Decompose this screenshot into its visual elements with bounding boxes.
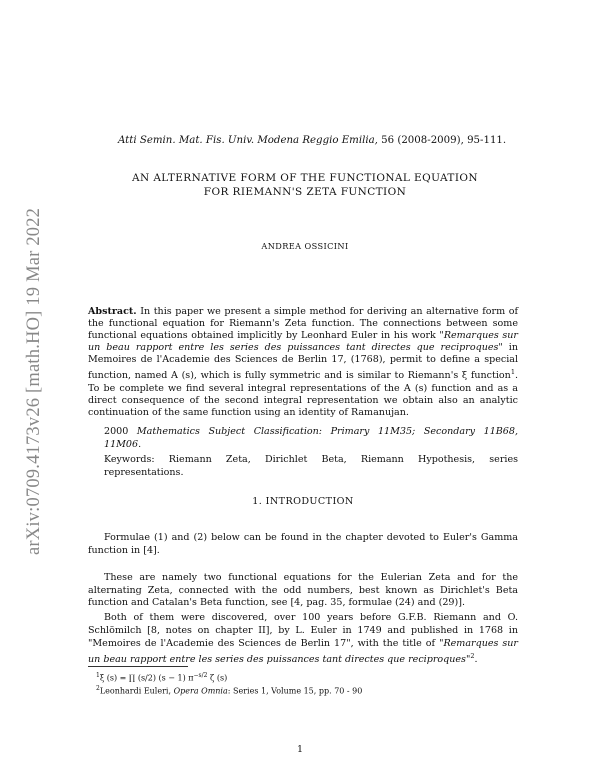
msc-classification (104, 426, 518, 451)
paragraph-3-title: "Remarques sur un beau rapport entre les series des puissances tant directes que reciproques" (88, 637, 518, 666)
abstract-text-c: . To be complete we find several integral representations of the A (s) function and as a direct consequence of the second integral representation we obtain also an analytic continuation of the same function using an identity of Ramanujan. (88, 370, 518, 418)
footnote-rule (88, 666, 188, 667)
abstract-text-a: In this paper we present a simple method for deriving an alternative form of the functional equation for Riemann's Zeta function. The connections between some functional equations obtained implicitly by Leonhard Euler in his work (88, 306, 518, 342)
footnote-2-text-a: Leonhardi Euleri, (99, 686, 174, 696)
paragraph-3-end: . (474, 654, 478, 666)
journal-details: 56 (2008-2009), 95-111. (377, 135, 507, 146)
paper-title (90, 171, 520, 199)
footnote-ref-2[interactable]: 2 (470, 652, 475, 661)
paragraph-1: Formulae (1) and (2) below can be found in the chapter devoted to Euler's Gamma function in [4]. (88, 532, 518, 556)
footnote-ref-1[interactable]: 1 (510, 368, 515, 377)
abstract-euler-work: "Remarques sur un beau rapport entre les series des puissances tant directes que reciproques" (88, 330, 518, 354)
footnote-2-text-b: : Series 1, Volume 15, pp. 70 - 90 (227, 686, 363, 696)
footnote-2-mark: 2 (96, 685, 100, 692)
footnote-2 (96, 684, 362, 697)
journal-reference (118, 135, 528, 146)
title-line-2: FOR RIEMANN'S ZETA FUNCTION (203, 186, 407, 198)
abstract (88, 306, 518, 419)
section-heading: 1. INTRODUCTION (252, 496, 354, 507)
msc-year: 2000 (104, 426, 137, 437)
footnote-1-mark: 1 (96, 672, 100, 679)
page-number: 1 (296, 744, 304, 755)
paragraph-3 (88, 612, 518, 667)
journal-name: Atti Semin. Mat. Fis. Univ. Modena Reggio Emilia, (118, 135, 378, 146)
arxiv-identifier[interactable]: arXiv:0709.4173v26 [math.HO] 19 Mar 2022 (24, 207, 44, 555)
keywords: Keywords: Riemann Zeta, Dirichlet Beta, Riemann Hypothesis, series representations. (104, 454, 518, 478)
paragraph-3-text: Both of them were discovered, over 100 years before G.F.B. Riemann and O. Schlömilch [8, notes on chapter II], by L. Euler in 1749 and published in 1768 in "Memoires de l'Academie des Sciences de Berlin 17", with the title of (88, 612, 518, 649)
abstract-text-b: in Memoires de l'Academie des Sciences de Berlin 17, (1768), permit to define a special function, named A (s), which is fully symmetric and is similar to Riemann's ξ function (88, 342, 518, 382)
paragraph-2: These are namely two functional equations for the Eulerian Zeta and for the alternating Zeta, connected with the odd numbers, best known as Dirichlet's Beta function and Catalan's Beta function, see [4, pag. 35, formulae (24) and (29)]. (88, 572, 518, 609)
author: ANDREA OSSICINI (261, 241, 349, 251)
msc-label: Mathematics Subject Classification: Primary 11M35; Secondary 11B68, 11M06. (104, 426, 518, 450)
footnote-1-tail: ζ (s) (207, 673, 228, 683)
footnote-2-italic: Opera Omnia (173, 686, 228, 696)
arxiv-sidebar (0, 175, 52, 555)
footnote-1 (96, 671, 227, 684)
title-line-1: AN ALTERNATIVE FORM OF THE FUNCTIONAL EQUATION (132, 172, 478, 184)
footnote-1-formula: ξ (s) = ∏ (s/2) (s − 1) π (99, 673, 194, 683)
abstract-label: Abstract. (88, 306, 137, 317)
footnote-1-exponent: −s/2 (193, 672, 208, 679)
